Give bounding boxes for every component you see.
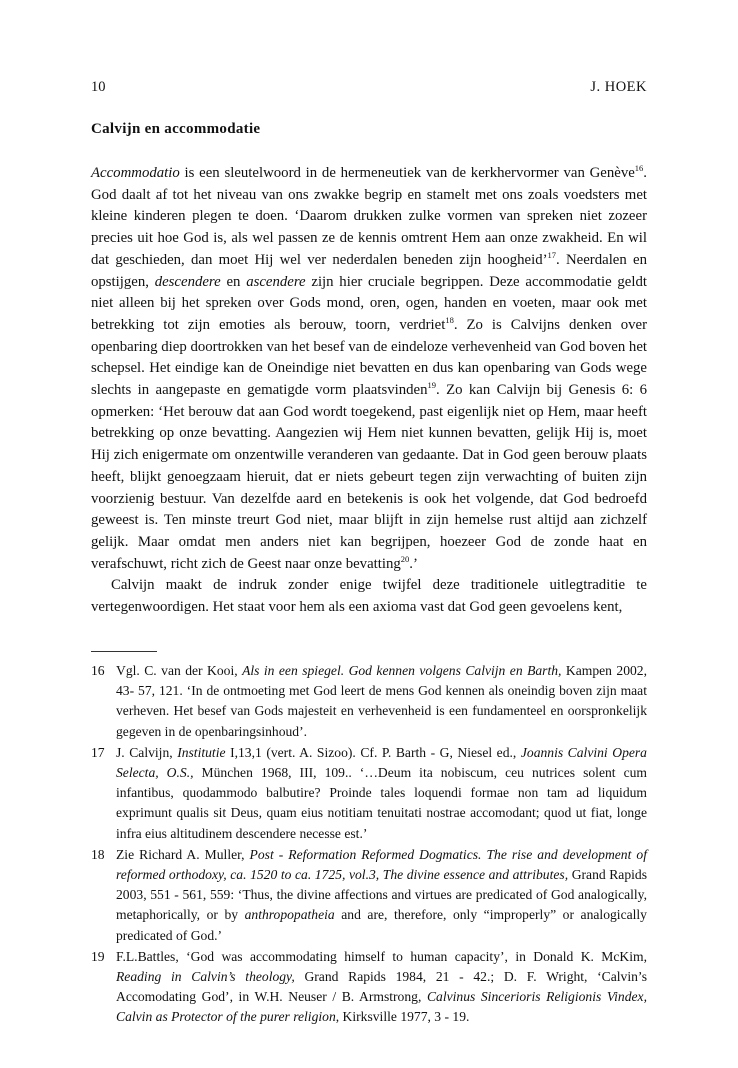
text-span: .’ [409,555,418,572]
text-span: Calvijn maakt de indruk zonder enige twijfel deze traditionele uitlegtraditie te vertegenwoordigen. Het staat voor hem als een axioma vast dat God geen gevoelens kent, [91,577,647,616]
text-span: . Zo kan Calvijn bij Genesis 6: 6 opmerken: ‘Het berouw dat aan God wordt toegekend, past eigenlijk niet op Hem, maar heeft betrekking op onze bevatting. Aangezien wij Hem niet kunnen bevatten, gelijk Hij is, moet Hij zich enigermate om onzentwille veranderen van gedaante. Dat in God geen berouw plaats heeft, blijkt genoegzaam hieruit, dat er niets gebeurt tegen zijn verwachting of buiten zijn voorzienig bestuur. Van dezelfde aard en betekenis is ook het volgende, dat God bedroefd geweest is. Ten minste treurt God niet, maar blijft in zijn hemelse rust altijd aan zichzelf gelijk. Maar omdat men anders niet kan begrijpen, hoezeer God de zonde haat en verafschuwt, richt zich de Geest naar onze bevatting [91,382,647,572]
footnote-ref: 18 [445,314,454,325]
text-span: . God daalt af tot het niveau van ons zwakke begrip en stamelt met ons zoals voedsters met kleine kinderen plegen te doen. ‘Daarom drukken zulke vormen van spreken niet zozeer precies uit hoe God is, als wel passen ze de kennis omtrent Hem aan onze zwakheid. En wil dat geschieden, dan moet Hij wel ver nederdalen beneden zijn hoogheid’ [91,165,647,268]
text-span: . Neerdalen en opstijgen, [91,251,647,290]
text-span: Vgl. C. van der Kooi, [116,663,243,678]
footnote-ref: 17 [547,249,557,260]
italic-span: ascendere [246,273,306,290]
text-span: F.L.Battles, ‘God was accommodating himself to human capacity’, in Donald K. McKim, [116,948,647,964]
footnote-separator [91,651,157,652]
section-title: Calvijn en accommodatie [91,121,261,137]
text-span: is een sleutelwoord in de hermeneutiek van de kerkhervormer van Genève [179,165,635,181]
italic-span: Reading in Calvin’s theology, [116,969,295,985]
body-text [91,163,647,619]
paragraph [91,163,647,575]
italic-span: Joannis Calvini Opera Selecta, O.S., [116,744,647,781]
italic-span: descendere [154,273,221,290]
text-span: Grand Rapids 1984, 21 - 42.; D. F. Wright, ‘Calvin’s Accomodating God’, in W.H. Neuser / B. Armstrong, [116,969,647,1005]
text-span: München 1968, III, 109.. ‘…Deum ita nobiscum, ceu nutrices solent cum infantibus, quodammodo balbutire? Proinde tales loquendi formae non tam ad liquidum exprimunt qualis sit Deus, quam eius notitiam tenuitati nostrae accomodant; quod ut fiat, longe infra eius altitudinem descendere necesse est.’ [116,765,647,841]
text-span: en [220,273,247,290]
text-span: and are, therefore, only “improperly” or analogically predicated of God.’ [116,907,647,943]
text-span: Grand Rapids 2003, 551 - 561, 559: ‘Thus, the divine affections and virtues are predicated of God analogically, metaphorically, or by [116,867,648,923]
footnote [91,845,647,946]
footnote-number: 19 [91,948,105,964]
italic-span: Institutie [177,744,226,760]
running-head-author: J. HOEK [590,79,647,95]
footnote-number: 17 [91,744,105,760]
italic-span: anthropopatheia [244,907,335,923]
italic-span: Als in een spiegel. God kennen volgens Calvijn en Barth, [242,663,562,678]
text-span: Kampen 2002, 43- 57, 121. ‘In de ontmoeting met God leert de mens God kennen als oneindig boven zijn maat verheven. Het besef van Gods majesteit en verhevenheid is een fundamenteel en oorspronkelijk gegeven in de openbaringsinhoud’. [116,663,647,739]
text-span: Zie Richard A. Muller, [116,846,250,862]
footnote-ref: 19 [427,380,436,391]
text-span: zijn hier cruciale begrippen. Deze accommodatie geldt niet alleen bij het spreken over Gods mond, oren, ogen, handen en voeten, maar ook met betrekking tot zijn emoties als berouw, toorn, verdriet [91,273,647,333]
italic-span: Calvinus Sincerioris Religionis Vindex, Calvin as Protector of the purer religion [116,989,647,1025]
paragraph [91,575,647,618]
text-span: I,13,1 (vert. A. Sizoo). Cf. P. Barth - G, Niesel ed., [225,744,521,760]
footnote [91,947,647,1028]
text-span: , Kirksville 1977, 3 - 19. [335,1009,470,1025]
footnote [91,661,647,742]
page-number: 10 [91,79,106,95]
text-span: J. Calvijn, [116,744,178,760]
italic-span: Post - Reformation Reformed Dogmatics. The rise and development of reformed orthodoxy, ca. 1520 to ca. 1725, vol.3, The divine essence and attributes, [116,846,647,883]
footnote-number: 18 [91,846,105,862]
footnote-ref: 20 [400,553,410,564]
footnote-number: 16 [91,663,105,678]
footnote [91,743,647,844]
footnotes [91,661,647,1029]
footnote-ref: 16 [634,163,644,173]
italic-span: Accommodatio [91,165,180,181]
text-span: . Zo is Calvijns denken over openbaring diep doortrokken van het besef van de eindeloze verhevenheid van God boven het schepsel. Het eindige kan de Oneindige niet bevatten en dus kan openbaring van Gods wege slechts in aangepaste en gematigde vorm plaatsvinden [91,316,648,399]
